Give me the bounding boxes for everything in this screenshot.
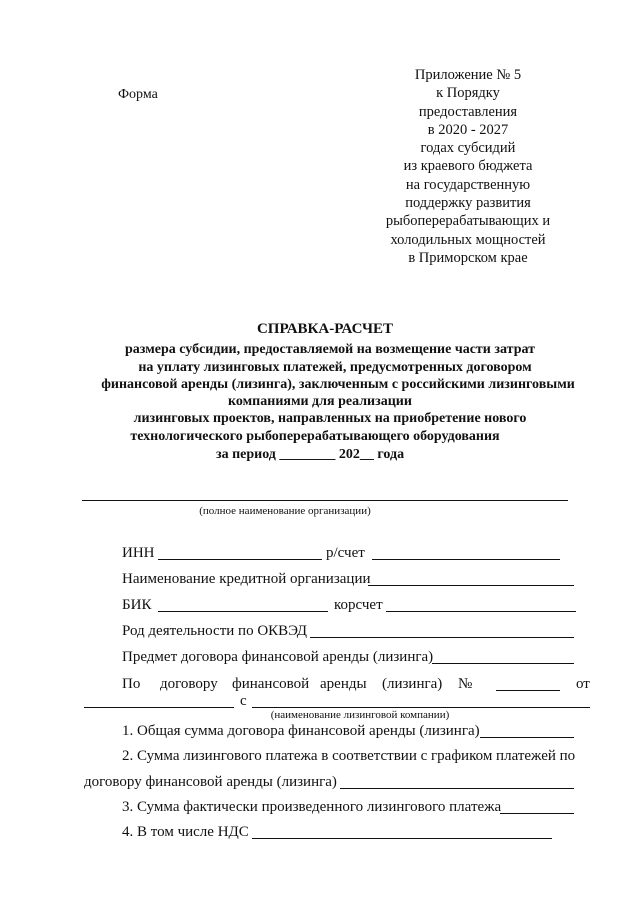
- item-total-amount-field[interactable]: [480, 737, 574, 738]
- contract-date-field[interactable]: [84, 707, 234, 708]
- appendix-line: в 2020 - 2027: [427, 121, 509, 138]
- title-line: компаниями для реализации: [228, 394, 412, 409]
- item-payment-amount-field[interactable]: [340, 788, 574, 789]
- appendix-line: к Порядку: [436, 85, 500, 102]
- credit-org-label: Наименование кредитной организации: [122, 571, 371, 587]
- corr-account-label: корсчет: [334, 597, 383, 613]
- item-payment-amount-label-cont: договору финансовой аренды (лизинга): [84, 774, 337, 790]
- number-sign: №: [458, 676, 473, 692]
- subject-label: Предмет договора финансовой аренды (лизинга): [122, 649, 434, 665]
- title-line: размера субсидии, предоставляемой на возмещение части затрат: [124, 342, 535, 357]
- item-vat-label: 4. В том числе НДС: [122, 824, 249, 840]
- contract-word: (лизинга): [382, 676, 443, 692]
- inn-label: ИНН: [122, 545, 155, 561]
- inn-field[interactable]: [158, 559, 322, 560]
- appendix-line: в Приморском крае: [408, 249, 528, 266]
- appendix-line: годах субсидий: [420, 140, 516, 157]
- bik-label: БИК: [122, 597, 152, 613]
- subject-field[interactable]: [432, 663, 574, 664]
- leasing-company-field[interactable]: [252, 707, 590, 708]
- appendix-line: на государственную: [405, 176, 531, 193]
- appendix-line: предоставления: [418, 103, 518, 120]
- appendix-line: рыбоперерабатывающих и: [385, 213, 551, 230]
- contract-word: договору: [160, 676, 218, 692]
- okved-label: Род деятельности по ОКВЭД: [122, 623, 308, 639]
- title-line: на уплату лизинговых платежей, предусмотренных договором: [138, 360, 532, 375]
- contract-number-field[interactable]: [496, 690, 560, 691]
- account-field[interactable]: [372, 559, 560, 560]
- contract-word: финансовой: [232, 676, 310, 692]
- document-heading: СПРАВКА-РАСЧЕТ: [256, 321, 394, 337]
- leasing-company-caption: (наименование лизинговой компании): [270, 709, 450, 721]
- appendix-block: [368, 66, 568, 267]
- credit-org-field[interactable]: [368, 585, 574, 586]
- form-label: Форма: [118, 87, 158, 102]
- account-label: р/счет: [326, 545, 365, 561]
- title-line: технологического рыбоперерабатывающего оборудования: [130, 429, 500, 444]
- org-name-line[interactable]: [82, 500, 568, 501]
- item-actual-payment-label: 3. Сумма фактически произведенного лизингового платежа: [122, 799, 502, 815]
- contract-with-label: с: [240, 693, 247, 709]
- item-payment-amount-label: 2. Сумма лизингового платежа в соответствии с графиком платежей по: [122, 748, 576, 764]
- corr-account-field[interactable]: [386, 611, 576, 612]
- appendix-line: из краевого бюджета: [403, 158, 533, 175]
- title-period: за период ________ 202__ года: [215, 447, 405, 462]
- contract-word: По: [122, 676, 141, 692]
- appendix-line: холодильных мощностей: [390, 231, 546, 248]
- item-actual-payment-field[interactable]: [500, 813, 574, 814]
- appendix-line: поддержку развития: [405, 195, 531, 212]
- title-line: финансовой аренды (лизинга), заключенным с российскими лизинговыми: [101, 377, 575, 392]
- contract-word: аренды: [320, 676, 367, 692]
- okved-field[interactable]: [310, 637, 574, 638]
- item-total-amount-label: 1. Общая сумма договора финансовой аренды (лизинга): [122, 723, 480, 739]
- contract-date-label: от: [576, 676, 590, 692]
- appendix-line: Приложение № 5: [414, 67, 522, 83]
- title-line: лизинговых проектов, направленных на приобретение нового: [133, 411, 527, 426]
- org-name-caption: (полное наименование организации): [199, 505, 371, 517]
- bik-field[interactable]: [158, 611, 328, 612]
- item-vat-field[interactable]: [252, 838, 552, 839]
